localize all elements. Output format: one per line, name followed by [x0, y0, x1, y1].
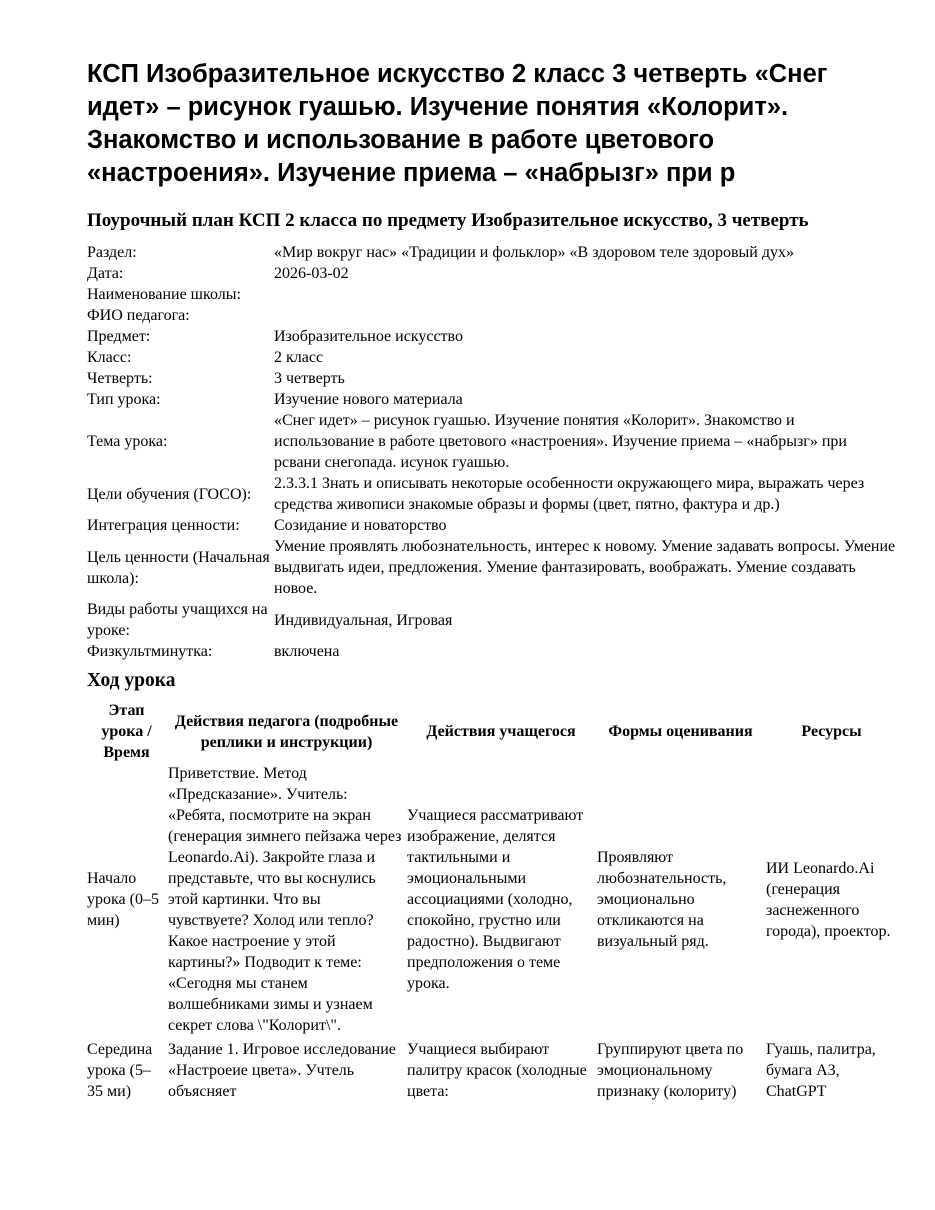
- cell-assessment: Группируют цвета по эмоциональному признаку (колориту): [597, 1041, 744, 1100]
- cell-resources: ИИ Leonardo.Ai (генерация заснеженного города), проектор.: [766, 859, 891, 940]
- lesson-progress-table: [87, 700, 899, 1102]
- info-row: [87, 410, 897, 473]
- info-key: Цели обучения (ГОСО):: [87, 485, 252, 503]
- info-key: Цель ценности (Начальная школа):: [87, 548, 270, 587]
- info-value: [274, 284, 897, 305]
- info-row: [87, 326, 897, 347]
- info-row: [87, 641, 897, 662]
- info-row: [87, 305, 897, 326]
- info-value: 3 четверть: [274, 370, 345, 387]
- info-value: Изобразительное искусство: [274, 328, 463, 345]
- info-key: Тип урока:: [87, 391, 161, 408]
- cell-stage: Середина урока (5–35 ми): [87, 1041, 153, 1100]
- info-key: Раздел:: [87, 244, 137, 261]
- cell-stage: Начало урока (0–5 мин): [87, 870, 159, 929]
- info-row: [87, 473, 897, 515]
- info-value: [274, 305, 897, 326]
- table-header-row: [87, 700, 899, 763]
- info-row: [87, 242, 897, 263]
- info-value: «Снег идет» – рисунок гуашью. Изучение понятия «Колорит». Знакомство и использование в работе цветового «настроения». Изучение приема – «набрызг» при рсвани снегопада. исунок гуашью.: [274, 412, 847, 471]
- info-row: [87, 389, 897, 410]
- info-row: [87, 515, 897, 536]
- cell-teacher-actions: Задание 1. Игровое исследование «Настроеие цвета». Учтель объясняет: [168, 1041, 396, 1100]
- info-row: [87, 368, 897, 389]
- cell-resources: Гуашь, палитра, бумага А3, ChatGPT: [766, 1041, 876, 1100]
- info-value: «Мир вокруг нас» «Традиции и фольклор» «В здоровом теле здоровый дух»: [274, 244, 795, 261]
- info-key: Виды работы учащихся на уроке:: [87, 601, 268, 639]
- info-key: Интеграция ценности:: [87, 517, 240, 534]
- lesson-info-table: [87, 242, 897, 662]
- info-key: Тема урока:: [87, 433, 168, 450]
- lesson-progress-title: Ход урока: [87, 670, 176, 691]
- info-row: [87, 536, 897, 599]
- info-key: Дата:: [87, 265, 124, 282]
- info-row: [87, 347, 897, 368]
- cell-assessment: Проявляют любознательность, эмоционально откликаются на визуальный ряд.: [597, 849, 727, 950]
- info-value: Изучение нового материала: [274, 391, 463, 408]
- info-value: 2026-03-02: [274, 265, 349, 282]
- info-key: Наименование школы:: [87, 286, 241, 303]
- info-key: Физкультминутка:: [87, 643, 213, 660]
- header-resources: Ресурсы: [801, 723, 862, 740]
- document-title: КСП Изобразительное искусство 2 класс 3 четверть «Снег идет» – рисунок гуашью. Изучение понятия «Колорит». Знакомство и использование в работе цветового «настроения». Изучение приема – «набрызг» при р: [87, 60, 828, 187]
- info-row: [87, 599, 897, 641]
- header-teacher-actions: Действия педагога (подробные реплики и инструкции): [174, 712, 399, 751]
- info-value: 2.3.3.1 Знать и описывать некоторые особенности окружающего мира, выражать через средства живописи знакомые образы и формы (цвет, пятно, фактура и др.): [274, 475, 865, 513]
- info-value: Умение проявлять любознательность, интерес к новому. Умение задавать вопросы. Умение выдвигать идеи, предложения. Умение фантазировать, воображать. Умение создавать новое.: [274, 538, 896, 597]
- header-student-actions: Действия учащегося: [426, 723, 576, 740]
- header-assessment: Формы оценивания: [608, 723, 753, 740]
- info-value: Индивидуальная, Игровая: [274, 611, 453, 629]
- document-page: [87, 58, 897, 1102]
- info-row: [87, 284, 897, 305]
- info-value: включена: [274, 643, 340, 660]
- header-stage: Этап урока / Время: [101, 702, 152, 761]
- table-row: [87, 1036, 899, 1102]
- info-key: ФИО педагога:: [87, 307, 190, 324]
- cell-teacher-actions: Приветствие. Метод «Предсказание». Учитель: «Ребята, посмотрите на экран (генерация зимнего пейзажа через Leonardo.Ai). Закройте глаза и представьте, что вы коснулись этой картинки. Что вы чувствуете? Холод или тепло? Какое настроение у этой картины?» Подводит к теме: «Сегодня мы станем волшебниками зимы и узнаем секрет слова \"Колорит\".: [168, 765, 402, 1034]
- info-row: [87, 263, 897, 284]
- table-row: [87, 763, 899, 1036]
- info-key: Четверть:: [87, 370, 153, 387]
- info-key: Класс:: [87, 349, 132, 366]
- info-value: 2 класс: [274, 349, 324, 366]
- plan-title: Поурочный план КСП 2 класса по предмету Изобразительное искусство, 3 четверть: [87, 210, 809, 231]
- cell-student-actions: Учащиеся выбирают палитру красок (холодные цвета:: [407, 1041, 587, 1100]
- cell-student-actions: Учащиеся рассматривают изображение, делятся тактильными и эмоциональными ассоциациями (холодно, спокойно, грустно или радостно). Выдвигают предположения о теме урока.: [407, 807, 584, 992]
- info-value: Созидание и новаторство: [274, 517, 447, 534]
- info-key: Предмет:: [87, 328, 151, 345]
